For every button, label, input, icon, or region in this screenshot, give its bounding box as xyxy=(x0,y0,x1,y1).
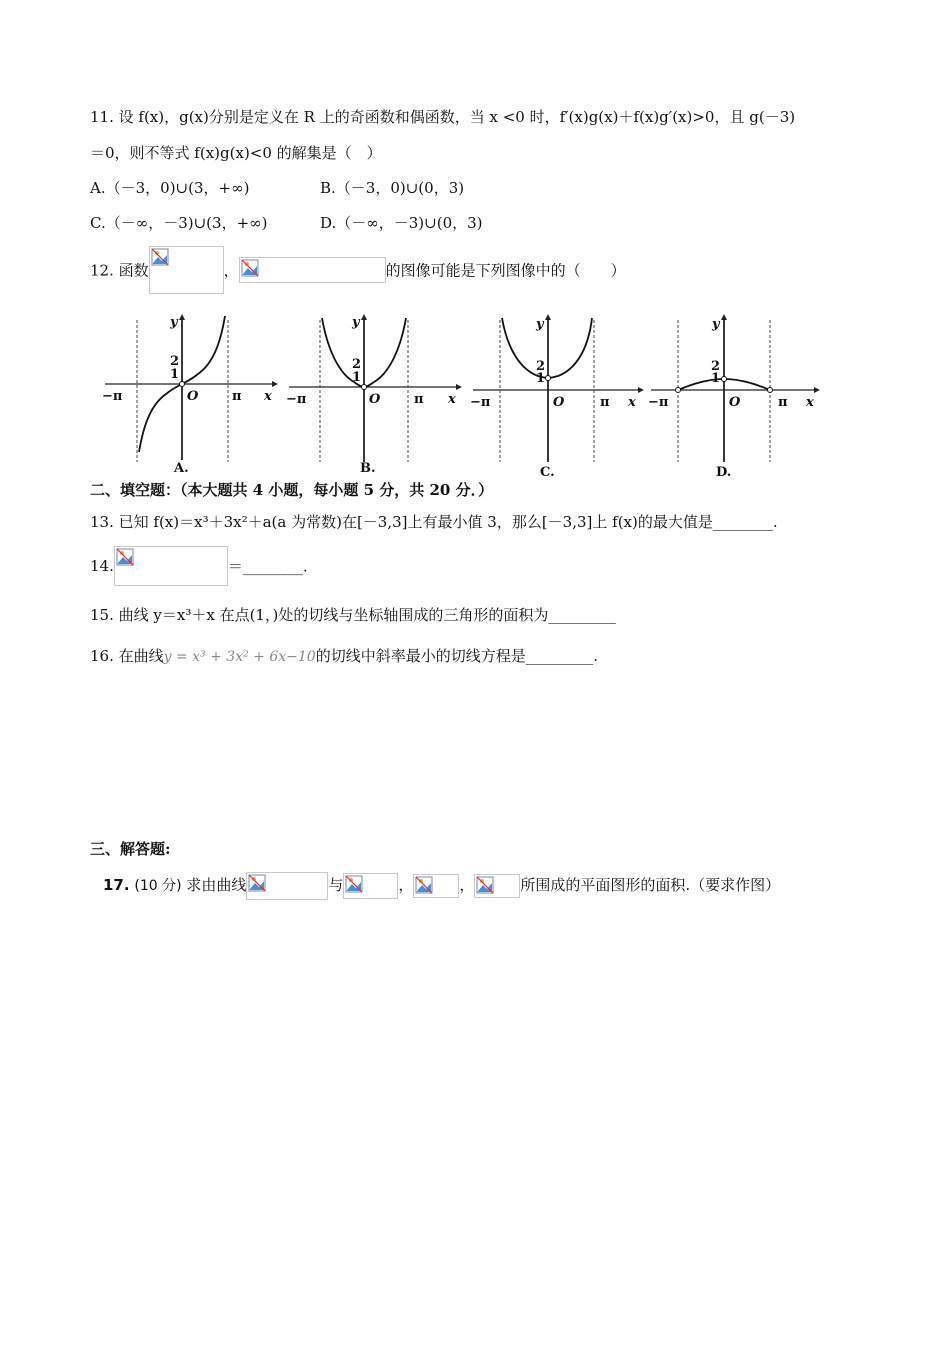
figure-d-y: y xyxy=(712,317,720,332)
q17-prefix: 求由曲线 xyxy=(181,876,247,894)
figure-c-tick2: 2 xyxy=(536,359,546,374)
q17-and: 与 xyxy=(328,876,344,894)
figure-b-label: B. xyxy=(360,461,376,476)
q17-comma1: ， xyxy=(398,876,414,894)
q12-comma: ， xyxy=(223,261,239,280)
figure-a-origin: O xyxy=(187,389,199,404)
figure-d-label: D. xyxy=(716,465,732,480)
q14-line xyxy=(90,546,308,586)
figure-d xyxy=(648,314,820,480)
figure-a-pi: π xyxy=(232,389,242,404)
broken-image-icon xyxy=(246,872,328,900)
figure-d-tick1: 1 xyxy=(711,371,721,386)
q17-comma2: ， xyxy=(459,876,475,894)
figure-b xyxy=(286,314,462,476)
q11-line1: 11. 设 f(x)，g(x)分别是定义在 R 上的奇函数和偶函数，当 x <0 时，f′(x)g(x)＋f(x)g′(x)>0，且 g(－3) xyxy=(90,108,796,126)
q11-line2: ＝0，则不等式 f(x)g(x)<0 的解集是（ ） xyxy=(90,144,382,162)
broken-image-icon xyxy=(149,246,224,294)
figure-b-tick2: 2 xyxy=(352,357,362,372)
figure-a-tick2: 2 xyxy=(170,354,180,369)
q11-options-row1 xyxy=(90,177,464,198)
q11-option-d: D.（－∞，－3)∪(0，3) xyxy=(320,214,483,232)
broken-image-icon xyxy=(413,874,459,898)
figure-c-x: x xyxy=(628,395,636,410)
q12-line xyxy=(90,246,626,294)
figure-d-neg-pi: −π xyxy=(648,395,669,410)
section2-heading: 二、填空题：（本大题共 4 小题，每小题 5 分，共 20 分．） xyxy=(90,481,494,499)
q16-prefix: 16. 在曲线 xyxy=(90,647,164,665)
section3-heading: 三、解答题: xyxy=(90,840,171,858)
figure-c-origin: O xyxy=(553,395,565,410)
figure-b-neg-pi: −π xyxy=(286,392,307,407)
q14-prefix: 14. xyxy=(90,557,114,575)
q13-text: 13. 已知 f(x)＝x³＋3x²＋a(a 为常数)在[－3,3]上有最小值 3，那么[－3,3]上 f(x)的最大值是________. xyxy=(90,513,778,531)
broken-image-icon xyxy=(343,873,398,899)
figure-c-pi: π xyxy=(600,395,610,410)
q16-formula: y = x³ + 3x² + 6x−10 xyxy=(163,649,316,665)
figure-b-origin: O xyxy=(369,392,381,407)
figure-b-y: y xyxy=(352,315,360,330)
figure-b-pi: π xyxy=(414,392,424,407)
broken-image-icon xyxy=(239,257,386,283)
figure-b-tick1: 1 xyxy=(352,370,362,385)
figure-a xyxy=(102,314,278,476)
figure-d-origin: O xyxy=(729,395,741,410)
figure-d-tick2: 2 xyxy=(711,359,721,374)
figure-c-neg-pi: −π xyxy=(470,395,491,410)
q11-option-c: C.（－∞，－3)∪(3，+∞) xyxy=(90,214,268,232)
figure-c xyxy=(470,314,644,480)
q17-num: 17. xyxy=(103,876,130,894)
figure-d-pi: π xyxy=(778,395,788,410)
q17-suffix: 所围成的平面图形的面积.（要求作图） xyxy=(520,876,781,894)
q11-options-row2 xyxy=(90,212,483,233)
figure-a-tick1: 1 xyxy=(170,367,180,382)
figure-c-y: y xyxy=(536,317,544,332)
q16-suffix: 的切线中斜率最小的切线方程是_________. xyxy=(315,647,598,665)
figure-a-label: A. xyxy=(174,461,189,476)
q15-text: 15. 曲线 y＝x³＋x 在点(1，)处的切线与坐标轴围成的三角形的面积为_________ xyxy=(90,606,616,624)
q16-line xyxy=(90,645,598,666)
q12-prefix: 12. 函数 xyxy=(90,261,149,280)
figure-b-x: x xyxy=(448,392,456,407)
figure-c-tick1: 1 xyxy=(536,371,546,386)
q12-suffix: 的图像可能是下列图像中的（ ） xyxy=(385,261,626,280)
broken-image-icon xyxy=(114,546,228,586)
q12-figures xyxy=(100,312,830,484)
q11-option-b: B.（－3，0)∪(0，3) xyxy=(320,179,465,197)
figure-a-neg-pi: −π xyxy=(102,389,123,404)
figure-c-label: C. xyxy=(540,465,555,480)
figure-a-x: x xyxy=(264,389,272,404)
q17-score: (10 分) xyxy=(134,878,182,894)
q17-line xyxy=(103,872,780,900)
q11-option-a: A.（－3，0)∪(3，+∞) xyxy=(90,179,250,197)
figure-a-y: y xyxy=(170,315,178,330)
broken-image-icon xyxy=(474,874,520,898)
q14-suffix: ＝________. xyxy=(227,557,308,576)
figure-d-x: x xyxy=(806,395,814,410)
